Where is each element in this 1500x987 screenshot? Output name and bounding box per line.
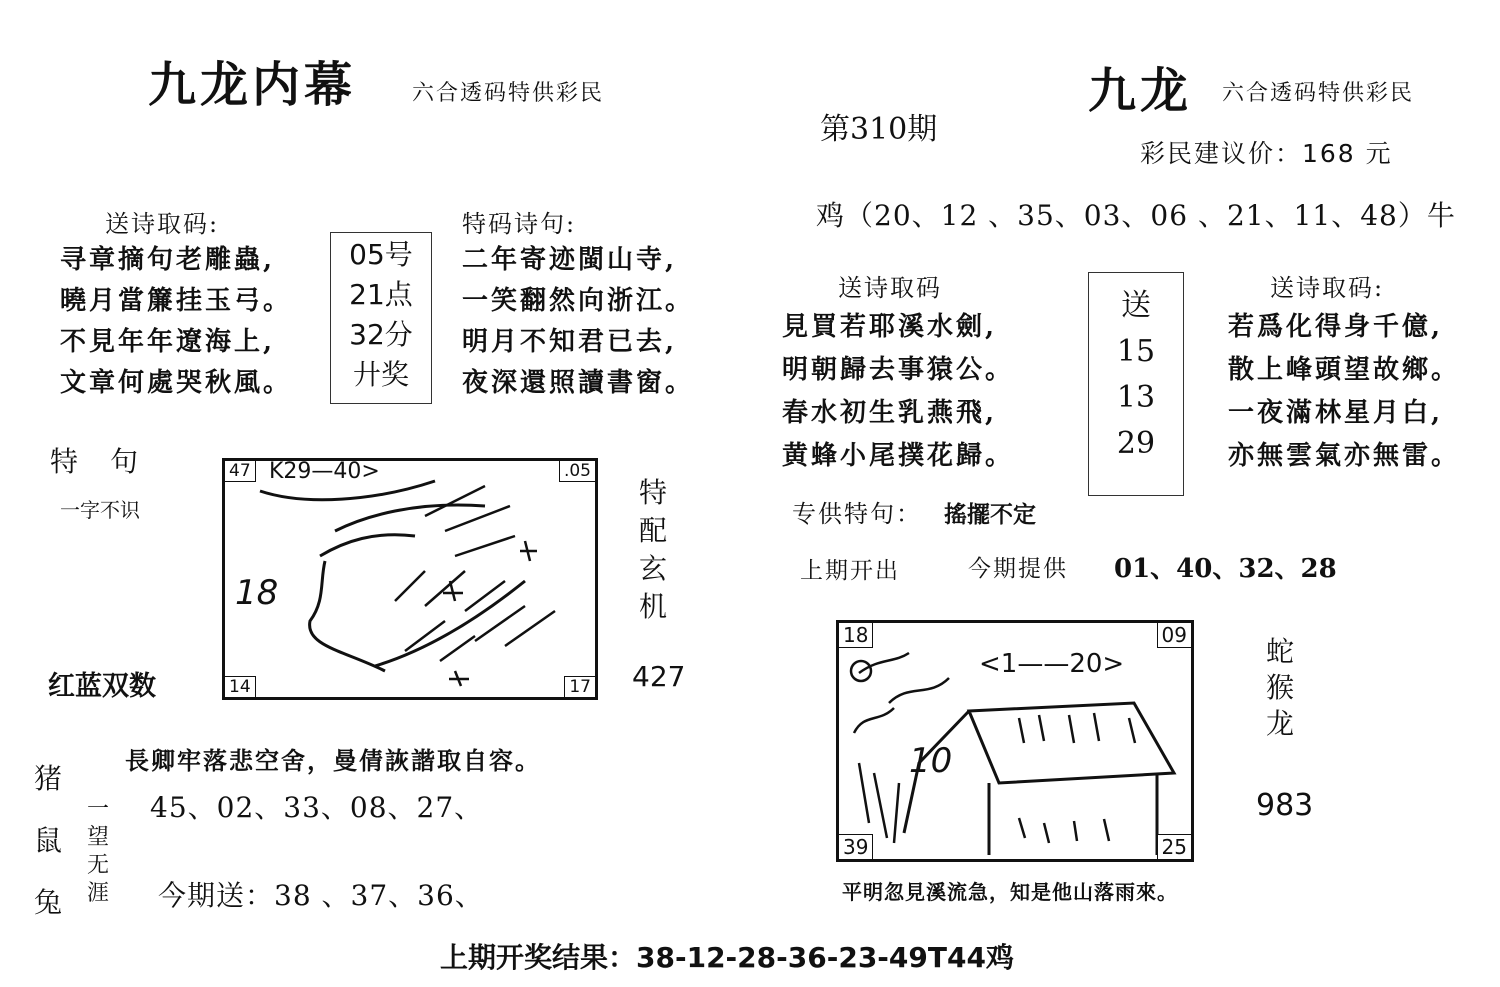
left-picture-number: 18 [235, 573, 279, 613]
poem-line: 亦無雲氣亦無雷。 [1228, 441, 1461, 471]
right-price: 彩民建议价：168 元 [1140, 139, 1393, 168]
poem-line: 明月不知君已去, [462, 327, 678, 357]
zodiac-char: 猴 [1265, 671, 1294, 704]
xuanji-char: 配 [638, 514, 667, 547]
left-red-blue: 红蓝双数 [48, 671, 156, 702]
poem-line: 不見年年遼海上, [60, 327, 276, 357]
left-xuanji-value: 427 [632, 660, 686, 693]
left-special-sentence-label: 特 句 [50, 445, 141, 478]
zodiac-char: 蛇 [1265, 635, 1294, 668]
poem-line: 文章何處哭秋風。 [60, 368, 293, 398]
picture-corner-br: 17 [564, 676, 596, 698]
left-picture-sketch [225, 461, 595, 697]
picture-corner-tl: 18 [838, 622, 873, 648]
picture-corner-tr: 09 [1157, 622, 1192, 648]
send-box-line: 29 [1116, 426, 1156, 461]
right-subtitle: 六合透码特供彩民 [1222, 81, 1415, 106]
poem-line: 黄蜂小尾撲花歸。 [782, 441, 1015, 471]
left-poem-line: 長卿牢落悲空舍，曼倩詼諧取自容。 [125, 746, 541, 775]
right-chicken-line: 鸡（20、12 、35、03、06 、21、11、48）牛 [816, 199, 1456, 232]
poem-line: 曉月當簾挂玉弓。 [60, 286, 293, 316]
left-zodiac [30, 748, 66, 934]
xuanji-char: 特 [638, 476, 667, 509]
right-poem-header-left: 送诗取码 [838, 274, 942, 302]
poem-line: 散上峰頭望故鄉。 [1228, 355, 1461, 385]
zodiac-char: 鼠 [33, 824, 62, 857]
left-xuanji-label [636, 474, 670, 626]
left-send-poem [60, 240, 292, 404]
right-poem-header-right: 送诗取码: [1270, 274, 1385, 302]
left-yiwang-label [84, 796, 112, 908]
right-zodiac-value: 983 [1256, 788, 1314, 823]
picture-corner-bl: 14 [224, 676, 256, 698]
right-poem-left [782, 306, 1014, 478]
send-box-line: 15 [1116, 334, 1156, 369]
right-send-box [1088, 272, 1184, 496]
right-title: 九龙 [1088, 63, 1193, 119]
picture-corner-bl: 39 [838, 834, 873, 860]
poem-line: 二年寄迹閩山寺, [462, 245, 678, 275]
left-special-poem-header: 特码诗句: [462, 210, 577, 238]
picture-corner-br: 25 [1157, 834, 1192, 860]
right-picture-number: 10 [909, 741, 953, 781]
xuanji-char: 机 [638, 590, 667, 623]
yiwang-char: 无 [86, 853, 109, 878]
poem-line: 若爲化得身千億, [1228, 312, 1444, 342]
zodiac-char: 兔 [33, 886, 62, 919]
right-bottom-poem: 平明忽見溪流急，知是他山落雨來。 [842, 880, 1178, 904]
left-numbers-line: 45、02、33、08、27、 [150, 791, 484, 824]
right-last-label: 上期开出 [800, 558, 900, 584]
yiwang-char: 一 [86, 797, 109, 822]
right-this-numbers: 01、40、32、28 [1114, 554, 1337, 584]
yiwang-char: 涯 [86, 881, 109, 906]
left-send-line: 今期送：38 、37、36、 [158, 879, 484, 912]
right-picture-scribble: <1——20> [979, 649, 1125, 679]
left-picture [222, 458, 598, 700]
zodiac-char: 龙 [1265, 707, 1294, 740]
zodiac-char: 猪 [33, 762, 62, 795]
left-send-poem-header: 送诗取码: [105, 210, 220, 238]
poem-line: 見買若耶溪水劍, [782, 312, 998, 342]
picture-corner-tl: 47 [224, 460, 256, 482]
right-special-value: 搖擺不定 [944, 502, 1036, 528]
poem-line: 春水初生乳燕飛, [782, 398, 998, 428]
right-zodiac-vertical [1262, 634, 1298, 742]
last-draw-result: 上期开奖结果：38-12-28-36-23-49T44鸡 [440, 941, 1014, 974]
poem-line: 寻章摘句老雕蟲, [60, 245, 276, 275]
right-this-label: 今期提供 [968, 556, 1068, 582]
left-special-sentence-value: 一字不识 [60, 498, 140, 522]
xuanji-char: 玄 [638, 552, 667, 585]
middle-box-line: 32分 [349, 318, 413, 351]
send-box-line: 送 [1121, 288, 1151, 323]
right-picture [836, 620, 1194, 862]
poem-line: 一夜滿林星月白, [1228, 398, 1444, 428]
right-special-label: 专供特句： [792, 500, 922, 528]
middle-box-line: 廾奖 [352, 358, 409, 391]
picture-corner-tr: .05 [559, 460, 596, 482]
issue-number: 第310期 [820, 112, 938, 147]
left-middle-box [330, 232, 432, 404]
middle-box-line: 05号 [349, 238, 413, 271]
send-box-line: 13 [1116, 380, 1156, 415]
yiwang-char: 望 [86, 825, 109, 850]
middle-box-line: 21点 [349, 278, 413, 311]
left-subtitle: 六合透码特供彩民 [412, 81, 605, 106]
left-picture-scribble: K29—40> [269, 459, 380, 484]
right-poem-right [1228, 306, 1460, 478]
left-title: 九龙内幕 [148, 57, 357, 113]
poem-line: 明朝歸去事猿公。 [782, 355, 1015, 385]
left-special-poem [462, 240, 694, 404]
poem-line: 一笑翻然向浙江。 [462, 286, 695, 316]
poem-line: 夜深還照讀書窗。 [462, 368, 695, 398]
